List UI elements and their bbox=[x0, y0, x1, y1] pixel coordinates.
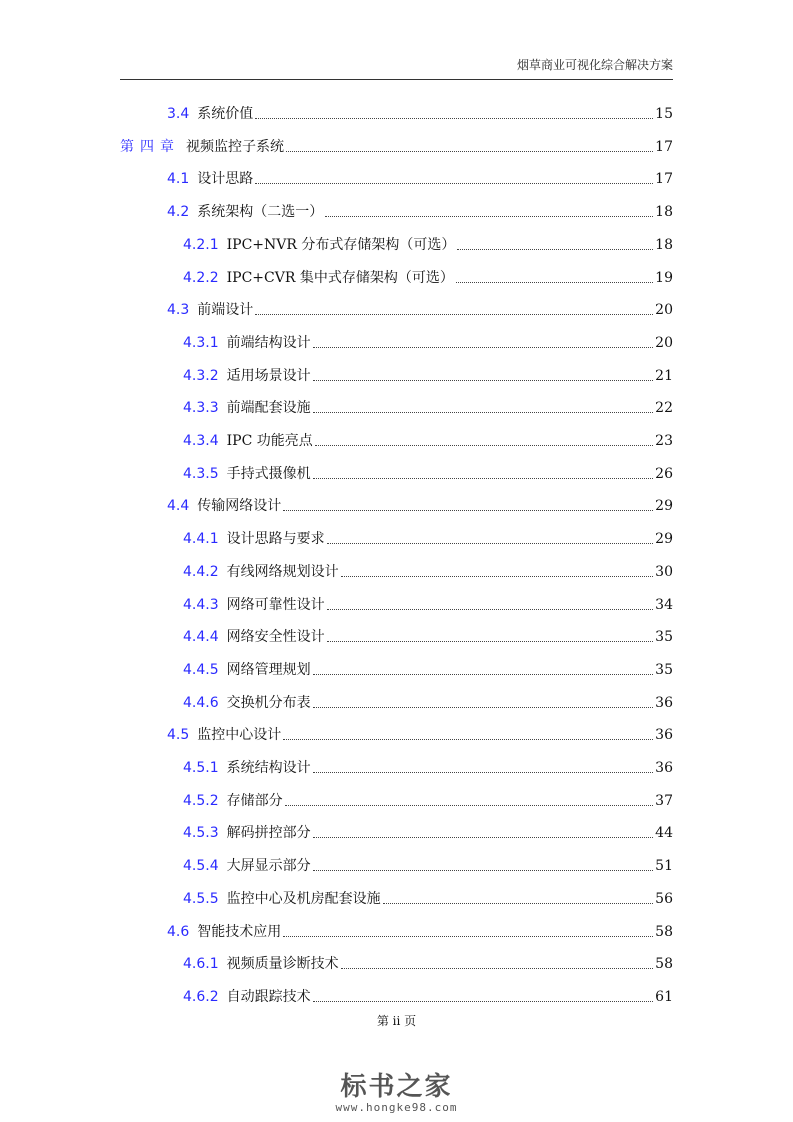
toc-leader-dots bbox=[285, 805, 654, 806]
toc-entry-number: 4.5.5 bbox=[183, 890, 219, 907]
toc-entry[interactable] bbox=[167, 198, 673, 220]
toc-leader-dots bbox=[341, 968, 654, 969]
toc-entry-number: 4.6.1 bbox=[183, 956, 219, 973]
toc-entry-title: 解码拼控部分 bbox=[226, 825, 311, 842]
toc-entry-number: 4.5.4 bbox=[183, 858, 219, 875]
toc-entry[interactable] bbox=[183, 754, 673, 776]
toc-entry-number: 4.5.2 bbox=[183, 792, 219, 809]
toc-entry-title: 交换机分布表 bbox=[226, 694, 311, 711]
toc-entry[interactable] bbox=[183, 983, 673, 1005]
toc-entry[interactable] bbox=[183, 623, 673, 645]
toc-entry-title: 设计思路 bbox=[197, 171, 254, 188]
toc-entry-title: 视频质量诊断技术 bbox=[226, 956, 339, 973]
toc-entry[interactable] bbox=[183, 558, 673, 580]
toc-entry-number: 4.4.3 bbox=[183, 596, 219, 613]
toc-entry-page: 17 bbox=[655, 138, 673, 155]
toc-leader-dots bbox=[327, 609, 654, 610]
toc-entry-title: 适用场景设计 bbox=[226, 367, 311, 384]
toc-entry-number: 4.2.1 bbox=[183, 236, 219, 253]
toc-entry-title: 前端配套设施 bbox=[226, 400, 311, 417]
toc-entry-page: 36 bbox=[655, 760, 673, 776]
toc-entry-page: 61 bbox=[655, 988, 673, 1005]
toc-leader-dots bbox=[457, 249, 653, 250]
toc-entry-number: 4.3.5 bbox=[183, 465, 219, 482]
toc-entry[interactable] bbox=[167, 918, 673, 940]
toc-entry-title: 网络管理规划 bbox=[226, 661, 311, 678]
toc-entry-number: 4.4.5 bbox=[183, 661, 219, 678]
toc-entry-page: 36 bbox=[655, 694, 673, 711]
toc-entry-page: 34 bbox=[655, 596, 673, 613]
toc-entry-number: 4.4 bbox=[167, 498, 190, 515]
toc-entry-page: 20 bbox=[655, 334, 673, 351]
toc-entry-title: 监控中心设计 bbox=[197, 727, 282, 744]
toc-entry[interactable] bbox=[120, 133, 673, 155]
toc-leader-dots bbox=[313, 478, 654, 479]
toc-entry-page: 29 bbox=[655, 531, 673, 548]
running-header: 烟草商业可视化综合解决方案 bbox=[516, 58, 673, 72]
toc-entry-title: 存储部分 bbox=[226, 792, 283, 809]
toc-entry-number: 3.4 bbox=[167, 106, 190, 122]
toc-entry[interactable] bbox=[183, 656, 673, 678]
toc-entry-title: 网络安全性设计 bbox=[226, 629, 325, 646]
toc-leader-dots bbox=[255, 118, 653, 119]
toc-entry-page: 29 bbox=[655, 498, 673, 515]
header-rule bbox=[120, 79, 673, 80]
toc-entry[interactable] bbox=[183, 950, 673, 972]
toc-entry-title: 大屏显示部分 bbox=[226, 858, 311, 875]
toc-leader-dots bbox=[286, 151, 653, 152]
toc-entry-number: 4.4.2 bbox=[183, 563, 219, 580]
toc-entry[interactable] bbox=[167, 165, 673, 187]
toc-entry[interactable] bbox=[183, 525, 673, 547]
toc-entry-page: 35 bbox=[655, 629, 673, 646]
toc-entry-page: 18 bbox=[655, 236, 673, 253]
toc-entry[interactable] bbox=[183, 819, 673, 841]
toc-entry-page: 44 bbox=[655, 825, 673, 842]
toc-leader-dots bbox=[283, 510, 653, 511]
toc-entry-title: 网络可靠性设计 bbox=[226, 596, 325, 613]
toc-leader-dots bbox=[456, 282, 653, 283]
toc-entry[interactable] bbox=[183, 460, 673, 482]
toc-leader-dots bbox=[283, 936, 653, 937]
toc-entry[interactable] bbox=[167, 100, 673, 122]
toc-entry-number: 4.3.3 bbox=[183, 400, 219, 417]
toc-entry[interactable] bbox=[167, 296, 673, 318]
toc-leader-dots bbox=[313, 870, 654, 871]
toc-entry-title: 智能技术应用 bbox=[197, 923, 282, 940]
toc-entry-number: 4.5.1 bbox=[183, 760, 219, 776]
toc-leader-dots bbox=[313, 772, 654, 773]
toc-leader-dots bbox=[313, 837, 654, 838]
toc-entry[interactable] bbox=[183, 231, 673, 253]
page-number: 第 ii 页 bbox=[376, 1014, 417, 1028]
toc-entry[interactable] bbox=[183, 689, 673, 711]
toc-entry[interactable] bbox=[183, 787, 673, 809]
toc-entry-number: 4.5 bbox=[167, 727, 190, 744]
toc-entry-title: IPC+CVR 集中式存储架构（可选） bbox=[226, 269, 454, 286]
toc-entry-page: 30 bbox=[655, 563, 673, 580]
toc-entry[interactable] bbox=[183, 591, 673, 613]
toc-entry[interactable] bbox=[183, 394, 673, 416]
toc-entry-number: 4.4.6 bbox=[183, 694, 219, 711]
toc-leader-dots bbox=[313, 412, 654, 413]
toc-entry[interactable] bbox=[183, 264, 673, 286]
toc-entry-number: 4.3.2 bbox=[183, 367, 219, 384]
toc-entry-number: 4.4.1 bbox=[183, 531, 219, 548]
toc-entry-title: 视频监控子系统 bbox=[186, 138, 284, 155]
toc-entry-page: 56 bbox=[655, 890, 673, 907]
toc-entry-title: 传输网络设计 bbox=[197, 498, 282, 515]
watermark-logo-text: 标书之家 bbox=[340, 1072, 453, 1102]
toc-entry-title: 监控中心及机房配套设施 bbox=[226, 890, 381, 907]
toc-entry-number: 4.6 bbox=[167, 923, 190, 940]
toc-entry-number: 第四章 bbox=[120, 138, 180, 155]
toc-leader-dots bbox=[313, 347, 654, 348]
toc-entry-title: 前端结构设计 bbox=[226, 334, 311, 351]
toc-entry-title: 手持式摄像机 bbox=[226, 465, 311, 482]
toc-entry[interactable] bbox=[167, 721, 673, 743]
toc-entry-page: 58 bbox=[655, 956, 673, 973]
toc-leader-dots bbox=[341, 576, 654, 577]
toc-entry[interactable] bbox=[183, 329, 673, 351]
toc-entry-page: 22 bbox=[655, 400, 673, 417]
toc-leader-dots bbox=[283, 739, 653, 740]
toc-entry-page: 15 bbox=[655, 106, 673, 122]
toc-entry-number: 4.5.3 bbox=[183, 825, 219, 842]
toc-leader-dots bbox=[327, 641, 654, 642]
toc-leader-dots bbox=[313, 707, 654, 708]
toc-entry-title: 自动跟踪技术 bbox=[226, 988, 311, 1005]
toc-entry-number: 4.3 bbox=[167, 302, 190, 319]
toc-entry-title: IPC+NVR 分布式存储架构（可选） bbox=[226, 236, 456, 253]
toc-entry-title: IPC 功能亮点 bbox=[226, 433, 313, 449]
toc-leader-dots bbox=[255, 314, 653, 315]
watermark bbox=[0, 1066, 793, 1114]
toc-entry-page: 18 bbox=[655, 204, 673, 221]
toc-entry-page: 19 bbox=[655, 269, 673, 286]
toc-entry-page: 17 bbox=[655, 171, 673, 188]
toc-leader-dots bbox=[315, 445, 653, 446]
toc-entry-page: 58 bbox=[655, 923, 673, 940]
toc-entry-title: 系统结构设计 bbox=[226, 760, 311, 776]
toc-entry-title: 前端设计 bbox=[197, 302, 254, 319]
toc-leader-dots bbox=[313, 674, 654, 675]
toc-entry-page: 23 bbox=[655, 433, 673, 449]
toc-entry-number: 4.3.4 bbox=[183, 433, 219, 449]
toc-entry[interactable] bbox=[183, 852, 673, 874]
toc-entry-page: 26 bbox=[655, 465, 673, 482]
watermark-url: www.hongke98.com bbox=[335, 1101, 458, 1114]
toc-entry-page: 36 bbox=[655, 727, 673, 744]
toc-entry-title: 设计思路与要求 bbox=[226, 531, 325, 548]
toc-leader-dots bbox=[383, 903, 654, 904]
toc-entry-title: 有线网络规划设计 bbox=[226, 563, 339, 580]
toc-entry-number: 4.1 bbox=[167, 171, 190, 188]
toc-entry-number: 4.3.1 bbox=[183, 334, 219, 351]
toc-leader-dots bbox=[313, 380, 654, 381]
toc-entry-page: 51 bbox=[655, 858, 673, 875]
toc-entry-number: 4.2.2 bbox=[183, 269, 219, 286]
toc-entry[interactable] bbox=[183, 427, 673, 449]
toc-entry-title: 系统价值 bbox=[197, 106, 254, 122]
toc-entry-page: 37 bbox=[655, 792, 673, 809]
toc-entry-page: 35 bbox=[655, 661, 673, 678]
toc-leader-dots bbox=[327, 543, 654, 544]
toc-entry-title: 系统架构（二选一） bbox=[197, 204, 324, 221]
toc-leader-dots bbox=[255, 183, 653, 184]
toc-entry[interactable] bbox=[183, 885, 673, 907]
toc-entry-page: 21 bbox=[655, 367, 673, 384]
toc-leader-dots bbox=[325, 216, 653, 217]
toc-entry-number: 4.2 bbox=[167, 204, 190, 221]
toc-entry-number: 4.6.2 bbox=[183, 988, 219, 1005]
toc-entry-number: 4.4.4 bbox=[183, 629, 219, 646]
toc-entry-page: 20 bbox=[655, 302, 673, 319]
toc-entry[interactable] bbox=[183, 362, 673, 384]
toc-entry[interactable] bbox=[167, 492, 673, 514]
toc-leader-dots bbox=[313, 1001, 654, 1002]
